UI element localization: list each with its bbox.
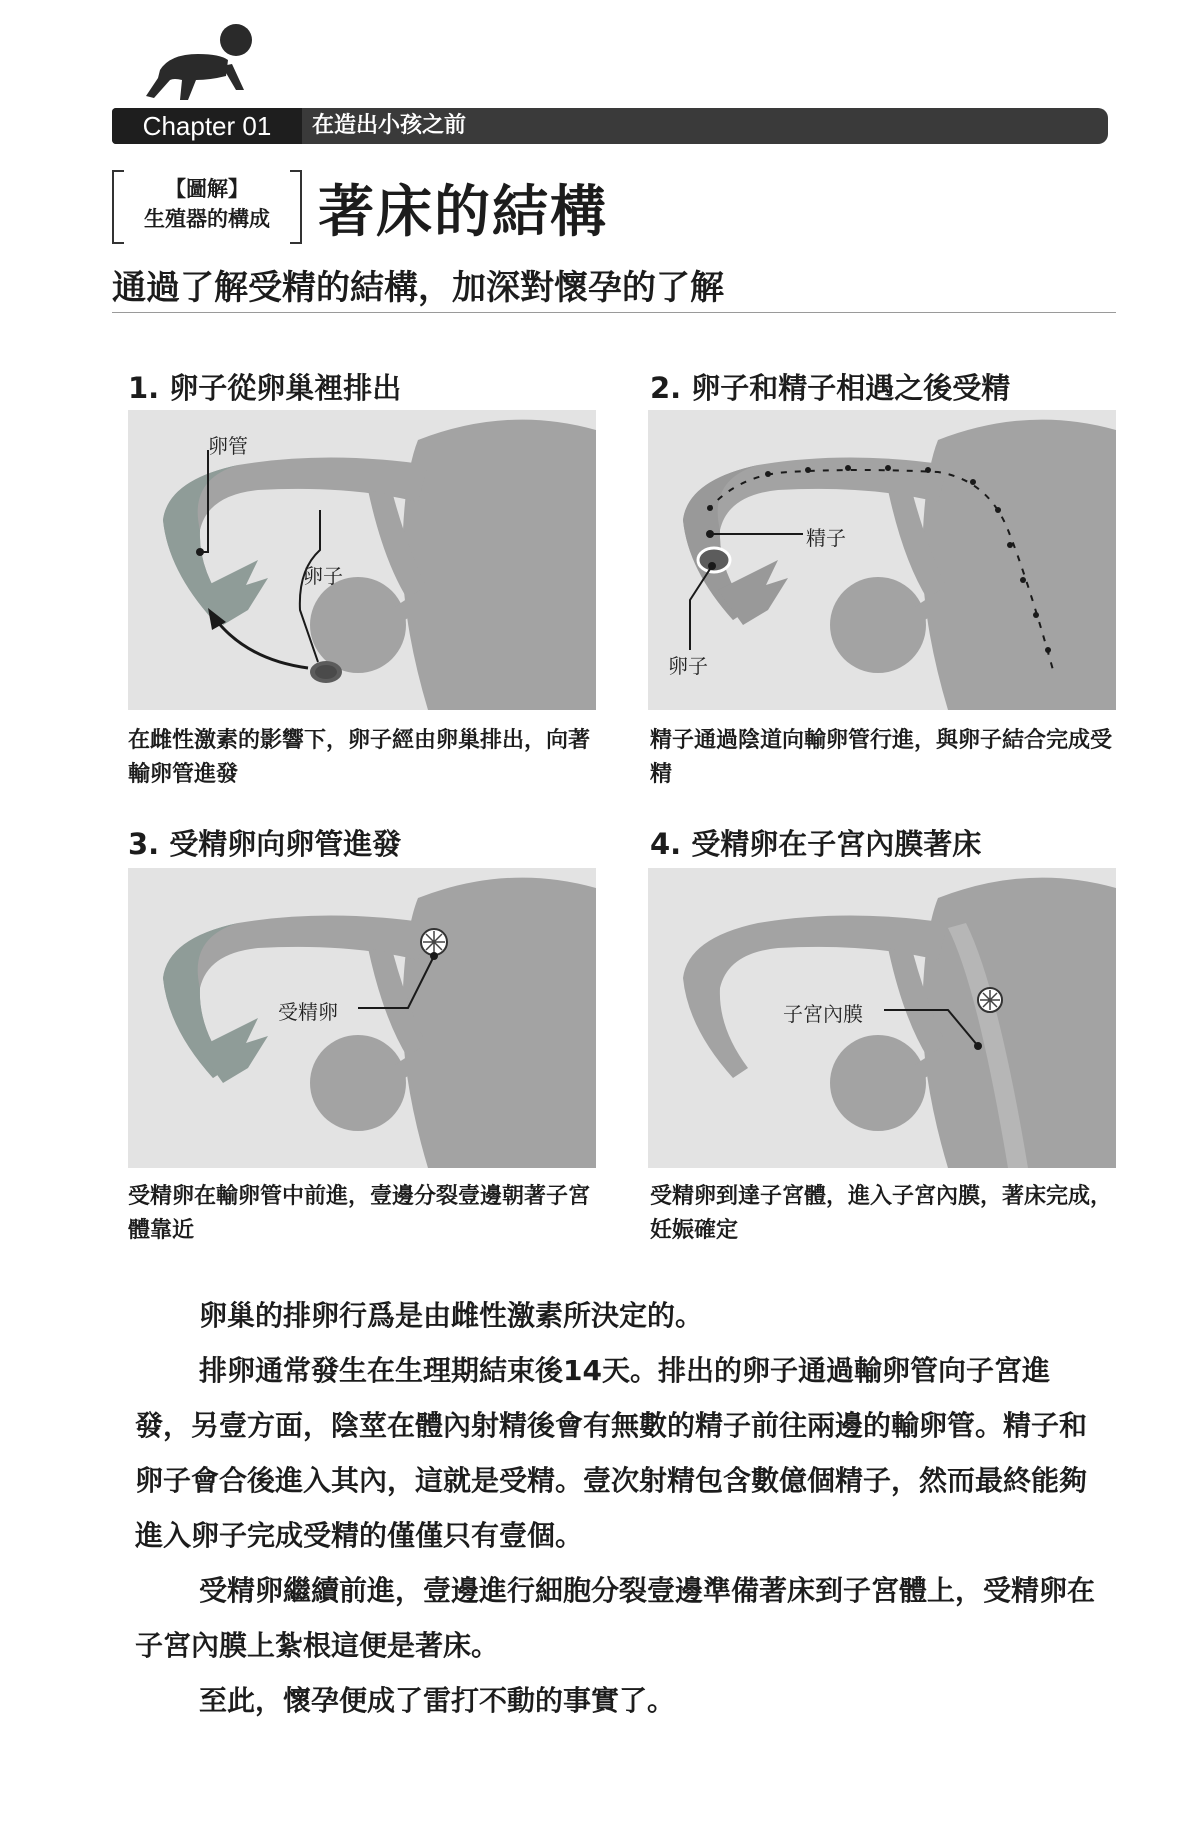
paragraph-1: 卵巢的排卵行爲是由雌性激素所決定的。 bbox=[199, 1299, 704, 1332]
step-1-caption: 在雌性激素的影響下，卵子經由卵巢排出，向著輸卵管進發 bbox=[128, 728, 591, 787]
baby-crawling-icon bbox=[140, 20, 260, 106]
step-1-heading: 1. 卵子從卵巢裡排出 bbox=[128, 371, 402, 405]
paragraph-2: 排卵通常發生在生理期結束後14天。排出的卵子通過輸卵管向子宮進發，另壹方面，陰莖在體內射精後會有無數的精子前往兩邊的輸卵管。精子和卵子會合後進入其內，這就是受精。壹次射精包含數億個精子，然而最終能夠進入卵子完成受精的僅僅只有壹個。 bbox=[135, 1354, 1088, 1552]
page-subtitle: 通過了解受精的結構，加深對懷孕的了解 bbox=[112, 268, 724, 308]
body-text bbox=[135, 1288, 1105, 1728]
chapter-bar bbox=[112, 108, 1108, 144]
section-tag bbox=[112, 170, 302, 240]
step-3-caption: 受精卵在輸卵管中前進，壹邊分裂壹邊朝著子宮體靠近 bbox=[128, 1184, 591, 1243]
label-fertilized-egg: 受精卵 bbox=[278, 1000, 338, 1024]
step-3-heading: 3. 受精卵向卵管進發 bbox=[128, 827, 402, 861]
label-egg: 卵子 bbox=[303, 564, 343, 588]
label-egg: 卵子 bbox=[668, 654, 708, 678]
chapter-title: 在造出小孩之前 bbox=[312, 113, 467, 138]
step-4-diagram bbox=[648, 868, 1116, 1168]
label-oviduct: 卵管 bbox=[208, 434, 248, 458]
label-sperm: 精子 bbox=[806, 526, 846, 550]
paragraph-4: 至此，懷孕便成了雷打不動的事實了。 bbox=[199, 1684, 676, 1717]
section-tag-line1: 【圖解】 bbox=[165, 177, 249, 201]
label-endometrium: 子宮內膜 bbox=[783, 1002, 863, 1026]
step-4-heading: 4. 受精卵在子宮內膜著床 bbox=[650, 827, 982, 861]
chapter-number: Chapter 01 bbox=[112, 108, 302, 144]
step-1-diagram bbox=[128, 410, 596, 710]
step-4-caption: 受精卵到達子宮體，進入子宮內膜，著床完成，妊娠確定 bbox=[650, 1184, 1113, 1243]
divider bbox=[112, 312, 1116, 313]
page-title: 著床的結構 bbox=[318, 180, 608, 245]
step-3-diagram bbox=[128, 868, 596, 1168]
paragraph-3: 受精卵繼續前進，壹邊進行細胞分裂壹邊準備著床到子宮體上，受精卵在子宮內膜上紮根這便是著床。 bbox=[135, 1574, 1096, 1662]
step-2-caption: 精子通過陰道向輸卵管行進，與卵子結合完成受精 bbox=[650, 728, 1113, 787]
section-tag-line2: 生殖器的構成 bbox=[144, 207, 270, 231]
step-2-diagram bbox=[648, 410, 1116, 710]
step-2-heading: 2. 卵子和精子相遇之後受精 bbox=[650, 371, 1011, 405]
